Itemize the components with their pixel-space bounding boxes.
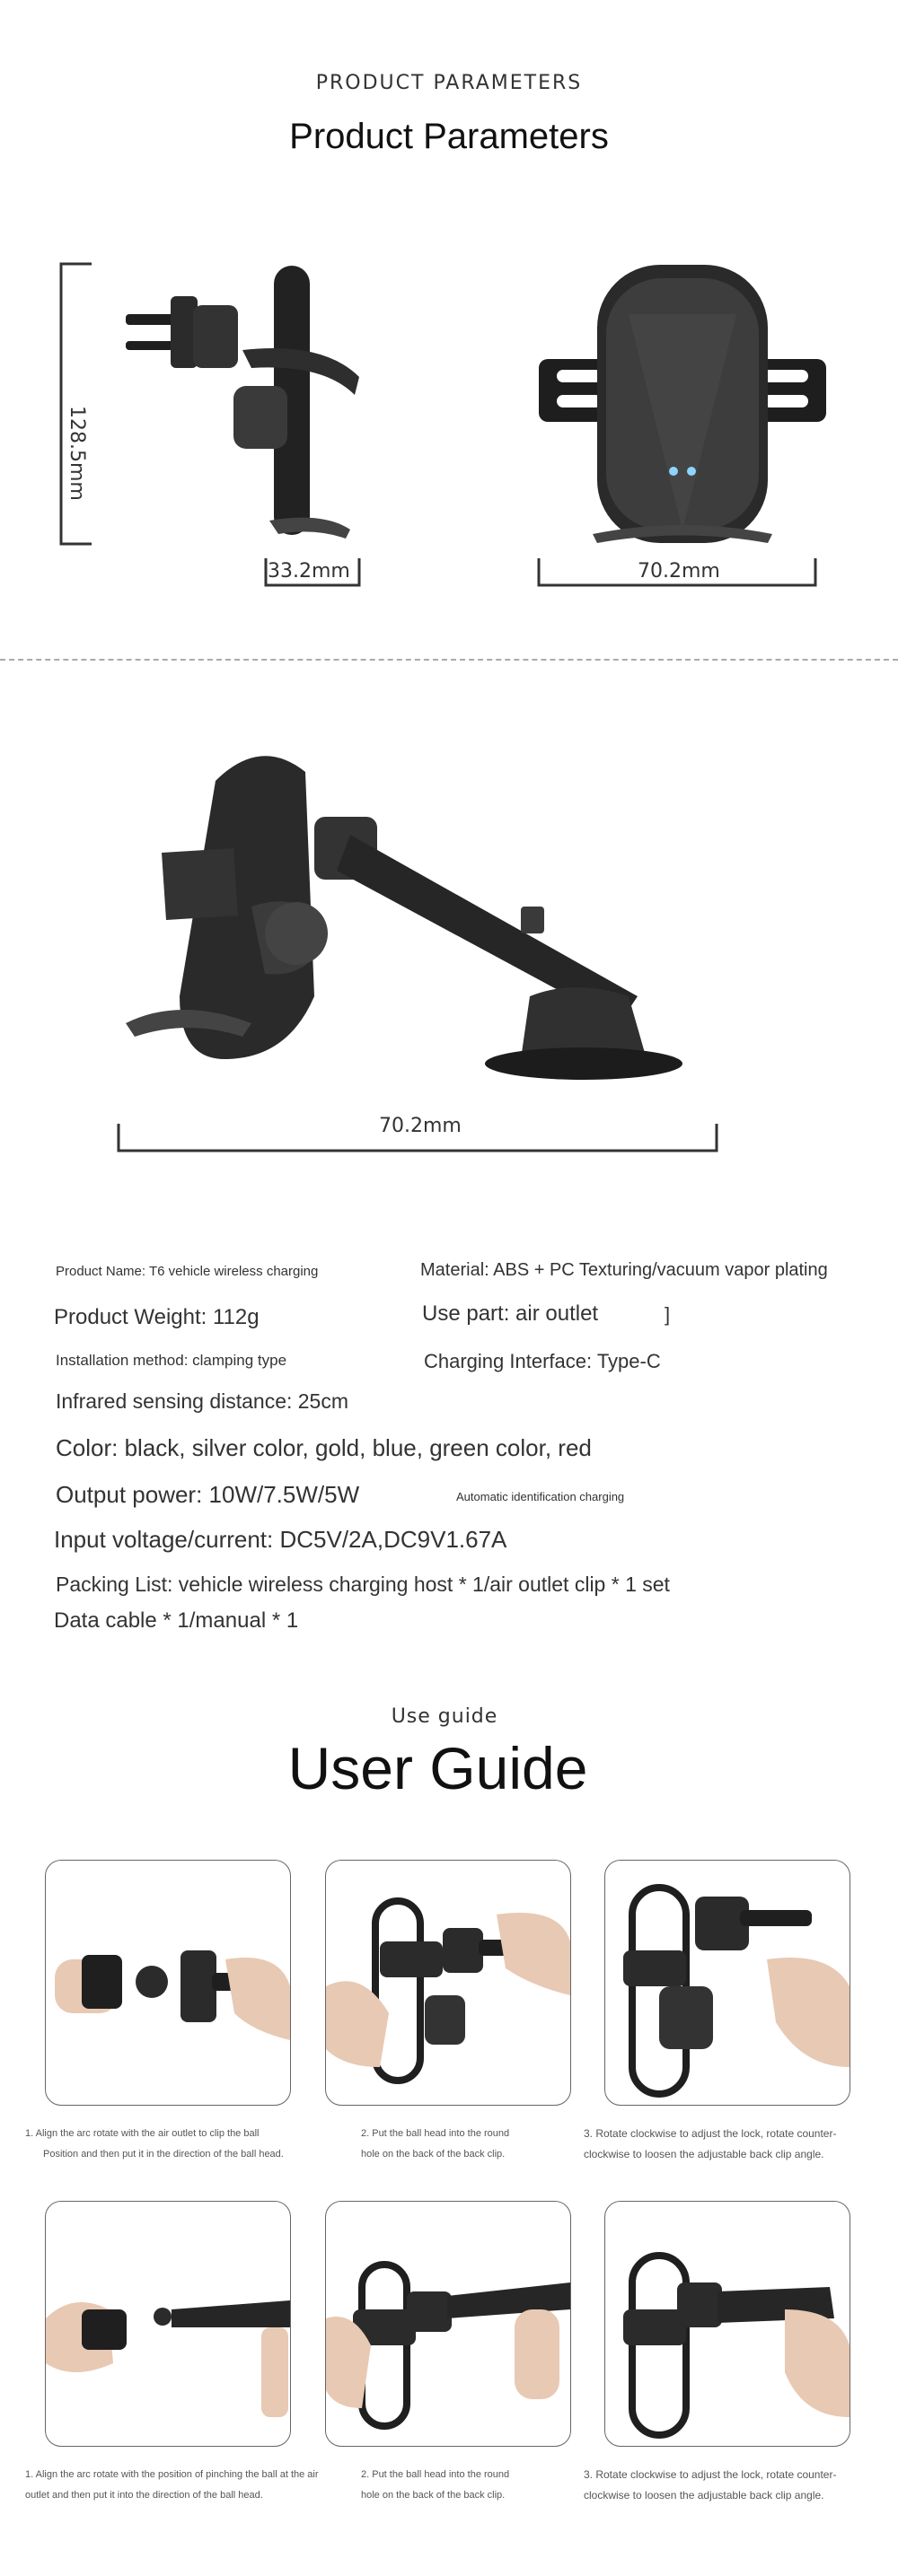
spec-material: Material: ABS + PC Texturing/vacuum vapor plating <box>420 1260 828 1280</box>
guide-step-caption-2-line1: 2. Put the ball head into the round <box>361 2128 510 2139</box>
guide-step-image-4 <box>45 2201 291 2447</box>
spec-color: Color: black, silver color, gold, blue, green color, red <box>56 1434 592 1461</box>
guide-step-image-6 <box>604 2201 850 2447</box>
section-title: Product Parameters <box>289 117 609 156</box>
guide-step-image-5 <box>325 2201 571 2447</box>
section-divider <box>0 659 898 661</box>
guide-step-caption-6-line2: clockwise to loosen the adjustable back clip angle. <box>584 2489 824 2502</box>
guide-step-caption-3-line1: 3. Rotate clockwise to adjust the lock, rotate counter- <box>584 2127 837 2140</box>
spec-installation: Installation method: clamping type <box>56 1352 287 1369</box>
spec-interface: Charging Interface: Type-C <box>424 1350 661 1372</box>
guide-step-caption-6-line1: 3. Rotate clockwise to adjust the lock, rotate counter- <box>584 2468 837 2481</box>
height-label: 128.5mm <box>66 406 88 501</box>
guide-step-image-1 <box>45 1860 291 2106</box>
spec-product-name: Product Name: T6 vehicle wireless charging <box>56 1264 319 1279</box>
side-view-product-image <box>117 260 377 548</box>
spec-weight: Product Weight: 112g <box>54 1305 260 1329</box>
dashboard-mount-product-image <box>108 727 736 1122</box>
guide-step-image-3 <box>604 1860 850 2106</box>
guide-step-caption-5-line1: 2. Put the ball head into the round <box>361 2469 510 2480</box>
front-view-product-image <box>530 260 835 548</box>
guide-step-caption-1-line1: 1. Align the arc rotate with the air outlet to clip the ball <box>25 2128 260 2139</box>
side-width-label: 70.2mm <box>375 1115 465 1137</box>
spec-input: Input voltage/current: DC5V/2A,DC9V1.67A <box>54 1526 507 1553</box>
spec-use-part: Use part: air outlet <box>422 1301 599 1326</box>
guide-step-caption-4-line1: 1. Align the arc rotate with the position of pinching the ball at the air <box>25 2469 319 2480</box>
front-width-label: 70.2mm <box>638 560 720 583</box>
spec-infrared: Infrared sensing distance: 25cm <box>56 1389 349 1413</box>
spec-output: Output power: 10W/7.5W/5W <box>56 1481 360 1508</box>
section-subtitle: PRODUCT PARAMETERS <box>315 72 583 94</box>
guide-subtitle: Use guide <box>391 1705 498 1728</box>
guide-step-caption-3-line2: clockwise to loosen the adjustable back clip angle. <box>584 2148 824 2160</box>
guide-title: User Guide <box>287 1735 588 1801</box>
spec-auto-id: Automatic identification charging <box>456 1490 625 1503</box>
guide-step-caption-4-line2: outlet and then put it into the direction of the ball head. <box>25 2490 263 2501</box>
spec-cable: Data cable * 1/manual * 1 <box>54 1608 299 1633</box>
guide-step-image-2 <box>325 1860 571 2106</box>
spec-packing: Packing List: vehicle wireless charging host * 1/air outlet clip * 1 set <box>56 1573 670 1596</box>
depth-label: 33.2mm <box>268 560 350 583</box>
guide-step-caption-1-line2: Position and then put it in the direction of the ball head. <box>43 2149 284 2160</box>
guide-step-caption-5-line2: hole on the back of the back clip. <box>361 2490 506 2501</box>
spec-use-part-mark: ] <box>665 1303 671 1326</box>
guide-step-caption-2-line2: hole on the back of the back clip. <box>361 2149 506 2160</box>
